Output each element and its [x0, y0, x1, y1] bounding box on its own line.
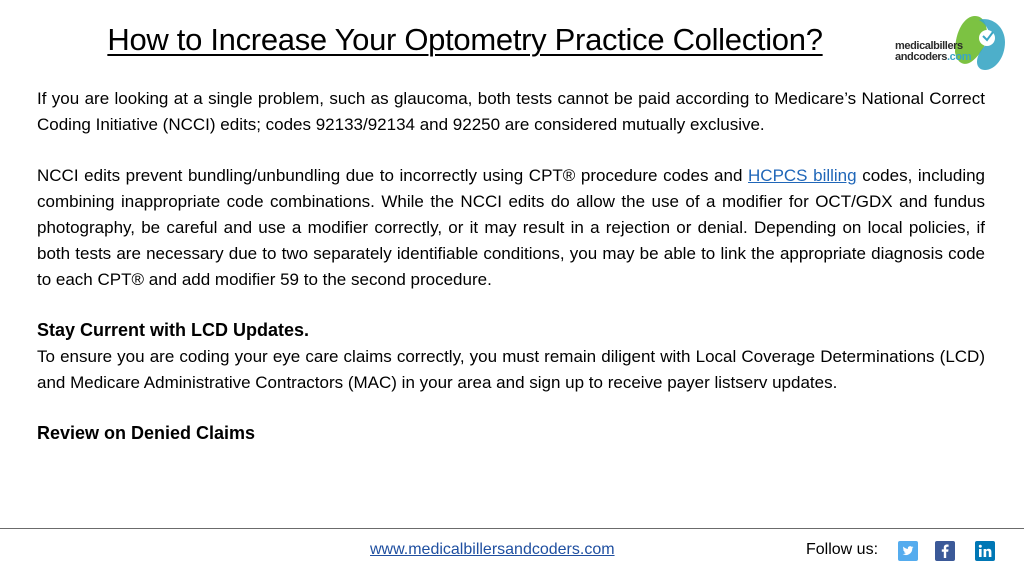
linkedin-icon[interactable]: [975, 541, 995, 561]
logo-text-line2-wrap: [895, 52, 971, 63]
paragraph-ncci-text-end: codes, including combining inappropriate code combinations. While the NCCI edits do allow the use of a modifier for OCT/GDX and fundus photography, be careful and use a modifier correctly, or it may result in a rejection or denial. Depending on local policies, if both tests are necessary due to two separately identifiable conditions, you may be able to link the appropriate diagnosis code to each CPT® and add modifier 59 to the second procedure.: [37, 166, 986, 289]
heading-lcd-updates: Stay Current with LCD Updates.: [37, 320, 310, 341]
footer-divider: [0, 528, 1024, 529]
follow-us-label: Follow us:: [806, 541, 879, 558]
company-logo[interactable]: [893, 12, 1013, 72]
website-link[interactable]: www.medicalbillersandcoders.com: [370, 541, 615, 558]
logo-text-suffix: .com: [947, 51, 972, 63]
facebook-icon[interactable]: [935, 541, 955, 561]
article-body: [37, 86, 985, 447]
paragraph-ncci-text-start: NCCI edits prevent bundling/unbundling due to incorrectly using CPT® procedure codes and: [37, 166, 749, 186]
paragraph-ncci: [37, 163, 985, 292]
logo-wordmark: [895, 41, 971, 63]
heading-denied-claims: Review on Denied Claims: [37, 423, 256, 444]
page-title: How to Increase Your Optometry Practice Collection?: [107, 22, 823, 57]
logo-text-line1: medicalbillers: [895, 40, 963, 52]
paragraph-lcd: To ensure you are coding your eye care claims correctly, you must remain diligent with Local Coverage Determinations (LCD) and Medicare Administrative Contractors (MAC) in your area and sign up to receive payer listserv updates.: [37, 346, 985, 392]
twitter-icon[interactable]: [898, 541, 918, 561]
paragraph-glaucoma: If you are looking at a single problem, such as glaucoma, both tests cannot be paid according to Medicare’s National Correct Coding Initiative (NCCI) edits; codes 92133/92134 and 92250 are considered mutually exclusive.: [37, 89, 985, 134]
hcpcs-billing-link[interactable]: HCPCS billing: [748, 166, 857, 186]
logo-text-line2: andcoders: [895, 51, 948, 63]
